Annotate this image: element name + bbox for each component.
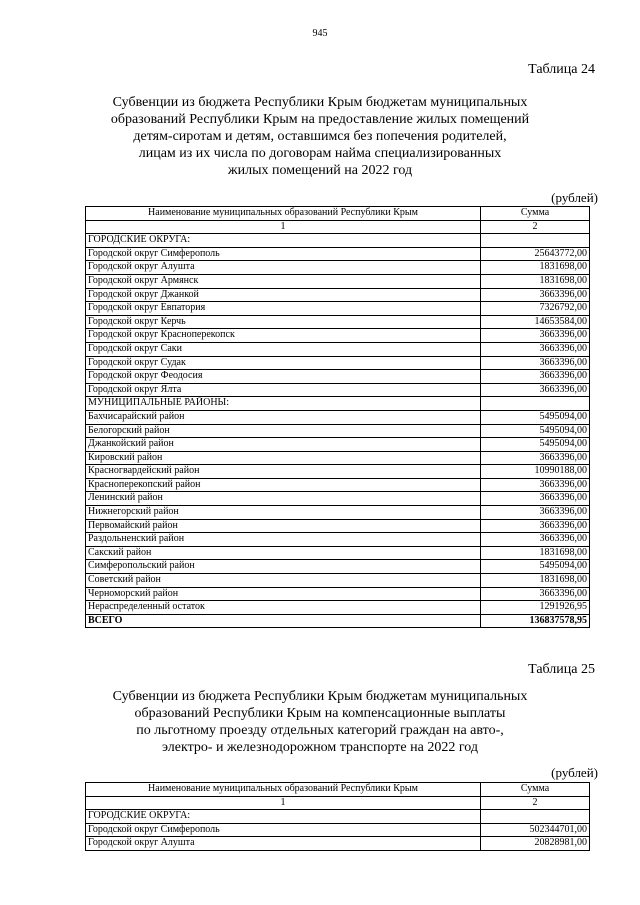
municipality-name: ГОРОДСКИЕ ОКРУГА: xyxy=(86,810,481,824)
municipality-name: Городской округ Симферополь xyxy=(86,247,481,261)
table-row xyxy=(86,533,590,547)
municipality-name: Нераспределенный остаток xyxy=(86,601,481,615)
total-value: 136837578,95 xyxy=(481,614,590,628)
column-header-sum: Сумма xyxy=(481,207,590,221)
table-row xyxy=(86,574,590,588)
table-row xyxy=(86,465,590,479)
column-number: 2 xyxy=(481,220,590,234)
municipality-name: Кировский район xyxy=(86,451,481,465)
table-row xyxy=(86,234,590,248)
table-row xyxy=(86,601,590,615)
sum-value: 3663396,00 xyxy=(481,288,590,302)
table-25-label: Таблица 25 xyxy=(528,662,595,677)
table-row xyxy=(86,492,590,506)
sum-value xyxy=(481,810,590,824)
sum-value: 5495094,00 xyxy=(481,560,590,574)
sum-value: 7326792,00 xyxy=(481,302,590,316)
sum-value: 1291926,95 xyxy=(481,601,590,615)
municipality-name: Городской округ Армянск xyxy=(86,274,481,288)
municipality-name: Ленинский район xyxy=(86,492,481,506)
municipality-name: Городской округ Евпатория xyxy=(86,302,481,316)
municipality-name: Нижнегорский район xyxy=(86,506,481,520)
sum-value: 5495094,00 xyxy=(481,424,590,438)
table-row xyxy=(86,823,590,837)
table-24-unit: (рублей) xyxy=(551,190,598,205)
column-number: 1 xyxy=(86,796,481,810)
table-24-title-line: лицам из их числа по договорам найма специализированных xyxy=(138,146,502,161)
table-row xyxy=(86,438,590,452)
table-row xyxy=(86,274,590,288)
table-24-title xyxy=(95,94,545,179)
table-row xyxy=(86,587,590,601)
municipality-name: Симферопольский район xyxy=(86,560,481,574)
table-24-title-line: детям-сиротам и детям, оставшимся без попечения родителей, xyxy=(133,129,507,144)
municipality-name: Городской округ Джанкой xyxy=(86,288,481,302)
table-row xyxy=(86,560,590,574)
table-row xyxy=(86,370,590,384)
table-24-label: Таблица 24 xyxy=(528,62,595,77)
municipality-name: ГОРОДСКИЕ ОКРУГА: xyxy=(86,234,481,248)
table-row xyxy=(86,356,590,370)
municipality-name: МУНИЦИПАЛЬНЫЕ РАЙОНЫ: xyxy=(86,397,481,411)
table-row xyxy=(86,302,590,316)
sum-value: 3663396,00 xyxy=(481,519,590,533)
table-25 xyxy=(85,782,590,851)
column-header-name: Наименование муниципальных образований Республики Крым xyxy=(86,783,481,797)
sum-value: 3663396,00 xyxy=(481,342,590,356)
table-24-title-line: Субвенции из бюджета Республики Крым бюджетам муниципальных xyxy=(112,95,528,110)
table-25-title-line: Субвенции из бюджета Республики Крым бюджетам муниципальных xyxy=(112,689,528,704)
table-row xyxy=(86,315,590,329)
table-row xyxy=(86,546,590,560)
table-row xyxy=(86,342,590,356)
sum-value: 3663396,00 xyxy=(481,329,590,343)
table-row xyxy=(86,288,590,302)
table-row xyxy=(86,478,590,492)
sum-value: 5495094,00 xyxy=(481,438,590,452)
table-row xyxy=(86,424,590,438)
municipality-name: Городской округ Ялта xyxy=(86,383,481,397)
column-number: 2 xyxy=(481,796,590,810)
sum-value: 5495094,00 xyxy=(481,410,590,424)
municipality-name: Городской округ Саки xyxy=(86,342,481,356)
sum-value: 3663396,00 xyxy=(481,451,590,465)
table-25-unit: (рублей) xyxy=(551,765,598,780)
page-number: 945 xyxy=(312,28,328,39)
municipality-name: Бахчисарайский район xyxy=(86,410,481,424)
sum-value: 3663396,00 xyxy=(481,492,590,506)
table-row xyxy=(86,519,590,533)
municipality-name: Городской округ Керчь xyxy=(86,315,481,329)
municipality-name: Городской округ Алушта xyxy=(86,261,481,275)
column-header-sum: Сумма xyxy=(481,783,590,797)
table-row xyxy=(86,810,590,824)
municipality-name: Раздольненский район xyxy=(86,533,481,547)
municipality-name: Красногвардейский район xyxy=(86,465,481,479)
table-row xyxy=(86,383,590,397)
table-row xyxy=(86,397,590,411)
column-header-name: Наименование муниципальных образований Республики Крым xyxy=(86,207,481,221)
municipality-name: Городской округ Симферополь xyxy=(86,823,481,837)
table-row xyxy=(86,261,590,275)
sum-value: 3663396,00 xyxy=(481,478,590,492)
municipality-name: Первомайский район xyxy=(86,519,481,533)
table-24-title-line: образований Республики Крым на предоставление жилых помещений xyxy=(110,112,530,127)
sum-value: 3663396,00 xyxy=(481,533,590,547)
column-number-row xyxy=(86,220,590,234)
sum-value: 1831698,00 xyxy=(481,274,590,288)
column-number: 1 xyxy=(86,220,481,234)
table-25-title xyxy=(95,688,545,756)
total-row xyxy=(86,614,590,628)
sum-value: 3663396,00 xyxy=(481,383,590,397)
table-24-title-line: жилых помещений на 2022 год xyxy=(227,163,413,178)
municipality-name: Красноперекопский район xyxy=(86,478,481,492)
municipality-name: Сакский район xyxy=(86,546,481,560)
sum-value: 10990188,00 xyxy=(481,465,590,479)
table-25-title-line: по льготному проезду отдельных категорий граждан на авто-, xyxy=(136,723,504,738)
total-label: ВСЕГО xyxy=(86,614,481,628)
municipality-name: Джанкойский район xyxy=(86,438,481,452)
municipality-name: Белогорский район xyxy=(86,424,481,438)
sum-value: 3663396,00 xyxy=(481,506,590,520)
table-row xyxy=(86,837,590,851)
table-row xyxy=(86,247,590,261)
sum-value xyxy=(481,397,590,411)
header-row xyxy=(86,207,590,221)
table-24 xyxy=(85,206,590,628)
sum-value: 3663396,00 xyxy=(481,370,590,384)
municipality-name: Городской округ Красноперекопск xyxy=(86,329,481,343)
municipality-name: Городской округ Феодосия xyxy=(86,370,481,384)
sum-value: 1831698,00 xyxy=(481,574,590,588)
municipality-name: Черноморский район xyxy=(86,587,481,601)
municipality-name: Советский район xyxy=(86,574,481,588)
municipality-name: Городской округ Алушта xyxy=(86,837,481,851)
sum-value: 1831698,00 xyxy=(481,546,590,560)
table-25-title-line: образований Республики Крым на компенсационные выплаты xyxy=(134,706,506,721)
sum-value: 3663396,00 xyxy=(481,587,590,601)
table-row xyxy=(86,506,590,520)
table-row xyxy=(86,451,590,465)
column-number-row xyxy=(86,796,590,810)
sum-value: 502344701,00 xyxy=(481,823,590,837)
sum-value: 20828981,00 xyxy=(481,837,590,851)
sum-value: 14653584,00 xyxy=(481,315,590,329)
sum-value: 25643772,00 xyxy=(481,247,590,261)
table-row xyxy=(86,410,590,424)
sum-value xyxy=(481,234,590,248)
table-25-title-line: электро- и железнодорожном транспорте на 2022 год xyxy=(162,740,478,755)
header-row xyxy=(86,783,590,797)
table-row xyxy=(86,329,590,343)
sum-value: 1831698,00 xyxy=(481,261,590,275)
sum-value: 3663396,00 xyxy=(481,356,590,370)
municipality-name: Городской округ Судак xyxy=(86,356,481,370)
